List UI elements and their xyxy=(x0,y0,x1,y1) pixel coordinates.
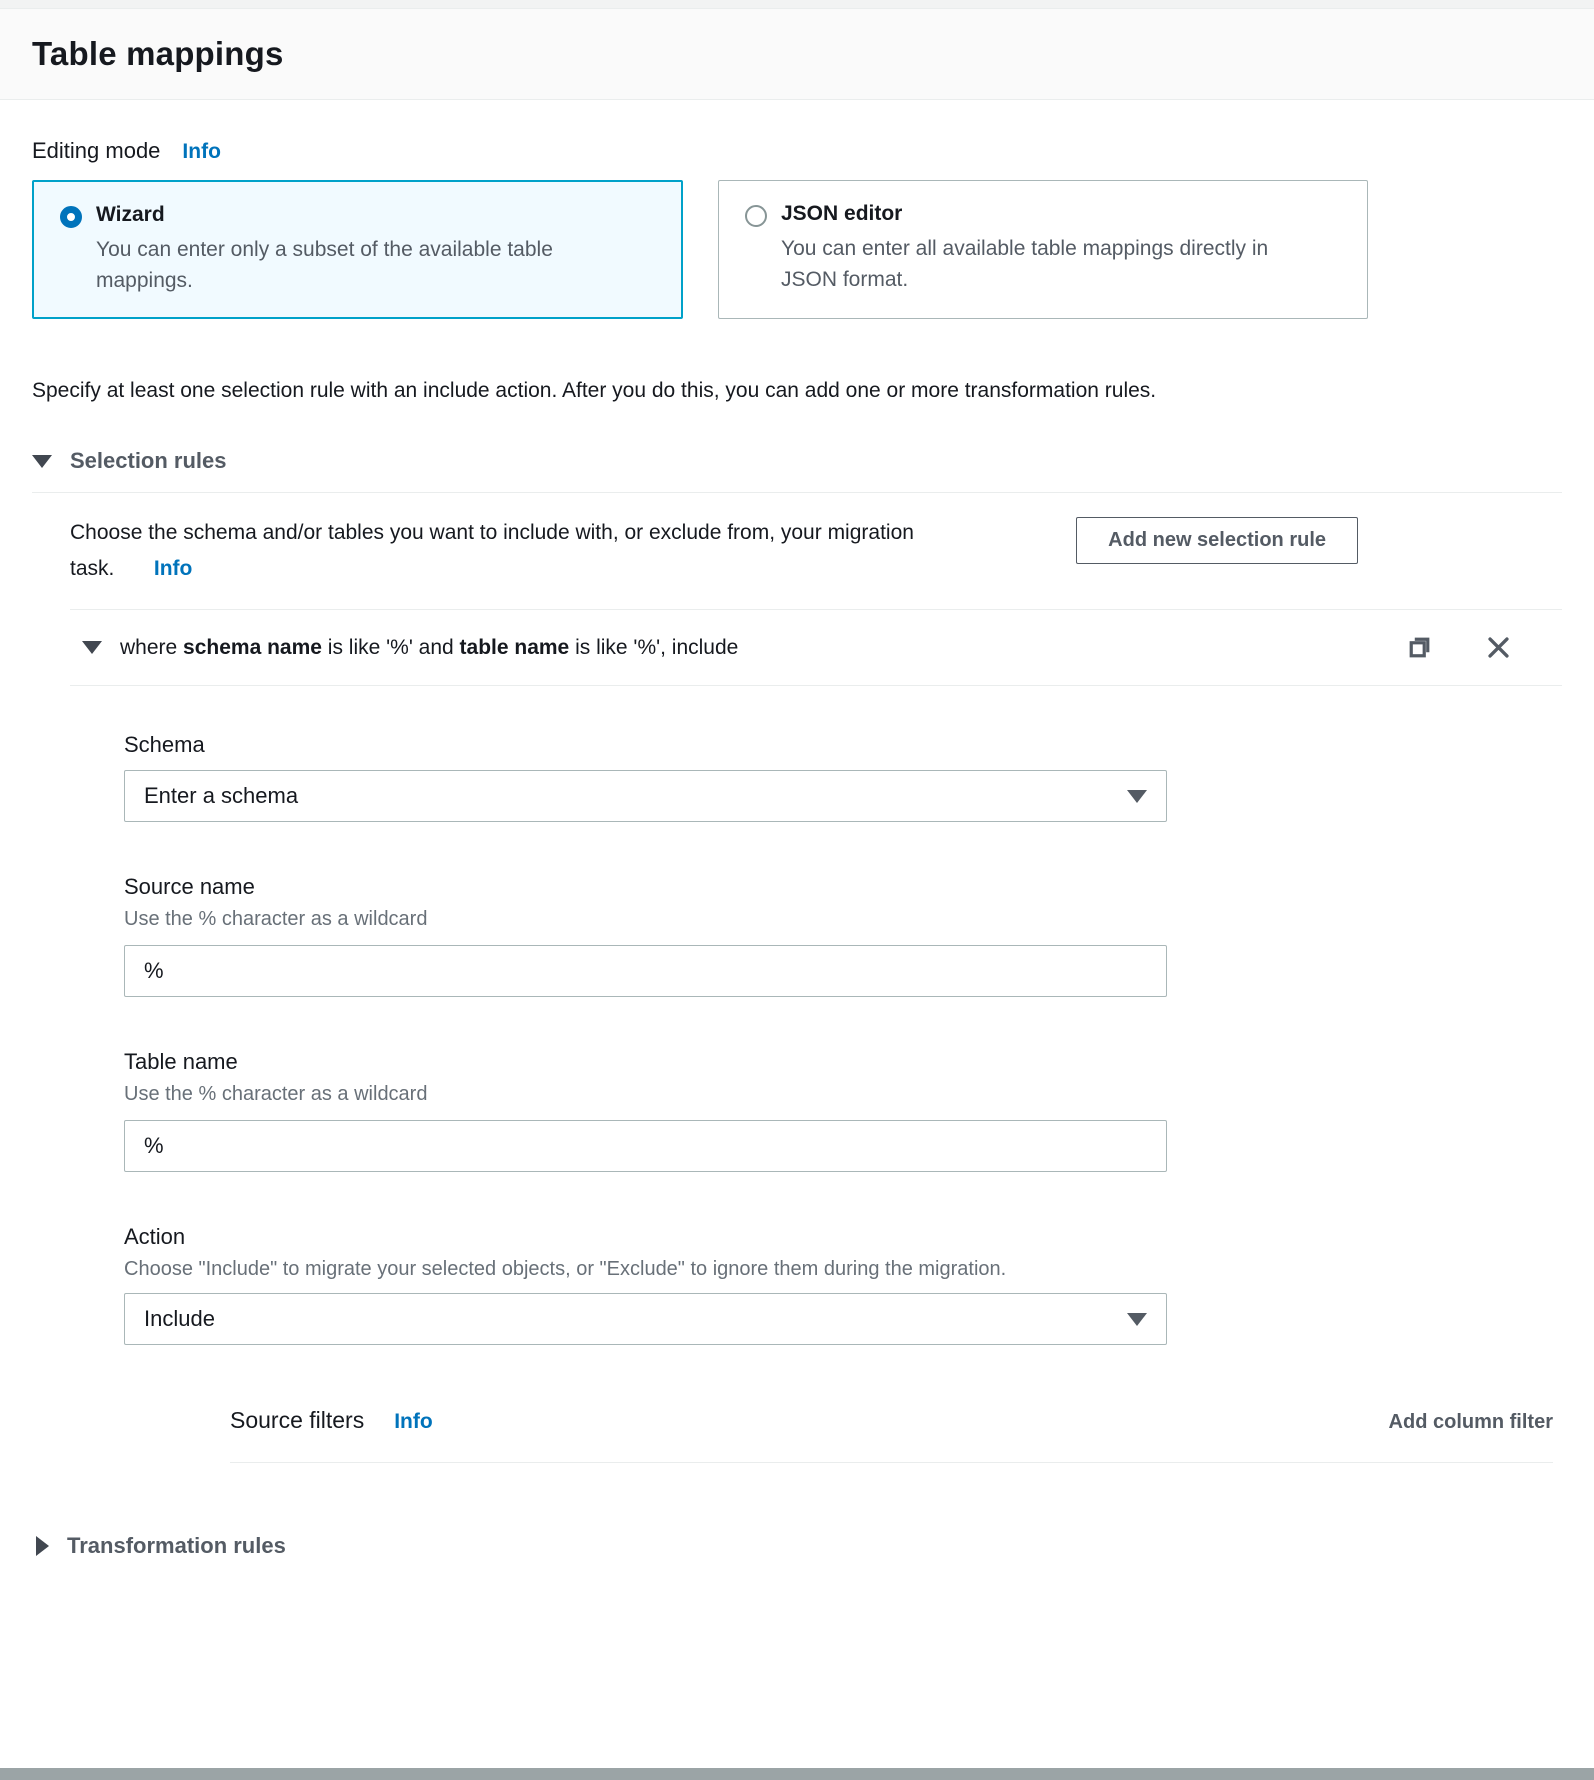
page-title: Table mappings xyxy=(32,35,284,72)
radio-selected-icon[interactable] xyxy=(60,206,82,228)
selection-rules-title: Selection rules xyxy=(70,448,227,473)
tile-json-editor[interactable] xyxy=(718,180,1368,319)
table-name-field xyxy=(124,1049,1167,1172)
selection-rules-info-link[interactable]: Info xyxy=(153,557,193,580)
source-name-input[interactable] xyxy=(124,945,1167,997)
source-name-label: Source name xyxy=(124,874,255,899)
selection-rules-intro: Specify at least one selection rule with an include action. After you do this, you can add one or more transformation rules. xyxy=(32,379,1157,402)
source-filters-row xyxy=(230,1407,1553,1434)
close-icon xyxy=(1485,634,1512,661)
tile-wizard[interactable] xyxy=(32,180,683,319)
table-mappings-content xyxy=(0,138,1594,1559)
action-helper: Choose "Include" to migrate your selected objects, or "Exclude" to ignore them during the migration. xyxy=(124,1258,1007,1280)
rule-summary xyxy=(120,636,738,660)
selection-rules-body xyxy=(70,515,1562,1463)
table-name-label: Table name xyxy=(124,1049,238,1074)
schema-select-value: Enter a schema xyxy=(144,783,299,808)
source-name-field xyxy=(124,874,1167,997)
bottom-section-edge xyxy=(0,1768,1594,1780)
rule-expand-toggle[interactable] xyxy=(82,641,102,654)
caret-down-icon xyxy=(32,455,52,468)
action-field xyxy=(124,1224,1167,1345)
source-filters-info-link[interactable]: Info xyxy=(394,1410,433,1433)
selection-rules-description-row xyxy=(70,515,1562,587)
rule-top-divider xyxy=(70,609,1562,610)
tile-json-editor-description: You can enter all available table mappings directly in JSON format. xyxy=(781,237,1269,291)
rule-summary-table-name: table name xyxy=(459,635,570,659)
source-filters-title: Source filters xyxy=(230,1407,365,1433)
source-filters-divider xyxy=(230,1462,1553,1463)
schema-field xyxy=(124,732,1167,822)
tile-wizard-description: You can enter only a subset of the available table mappings. xyxy=(96,238,553,292)
selection-rules-section-header[interactable] xyxy=(32,448,1562,474)
transformation-rules-section-header[interactable] xyxy=(32,1533,1562,1559)
copy-rule-button[interactable] xyxy=(1406,634,1433,661)
transformation-rules-title: Transformation rules xyxy=(67,1533,286,1558)
chevron-down-icon xyxy=(1127,1313,1147,1326)
remove-rule-button[interactable] xyxy=(1485,634,1512,661)
add-column-filter-button[interactable]: Add column filter xyxy=(1388,1411,1553,1433)
copy-icon xyxy=(1406,634,1433,661)
table-name-helper: Use the % character as a wildcard xyxy=(124,1083,428,1105)
action-select[interactable] xyxy=(124,1293,1167,1345)
editing-mode-tiles xyxy=(32,180,1562,319)
source-name-helper: Use the % character as a wildcard xyxy=(124,908,428,930)
page-top-strip xyxy=(0,0,1594,9)
schema-select[interactable] xyxy=(124,770,1167,822)
tile-wizard-text xyxy=(96,203,596,296)
caret-down-icon xyxy=(82,641,102,654)
schema-label: Schema xyxy=(124,732,205,757)
selection-rule-row xyxy=(70,634,1562,661)
add-new-selection-rule-button[interactable]: Add new selection rule xyxy=(1076,517,1358,564)
chevron-down-icon xyxy=(1127,790,1147,803)
selection-rules-description xyxy=(70,515,980,587)
tile-wizard-label: Wizard xyxy=(96,203,165,226)
editing-mode-row xyxy=(32,138,1562,164)
selection-rules-description-text: Choose the schema and/or tables you want to include with, or exclude from, your migration task. xyxy=(70,521,914,580)
rule-summary-suffix: is like '%', include xyxy=(569,635,739,659)
rule-action-buttons xyxy=(1406,634,1512,661)
caret-right-icon xyxy=(36,1536,49,1556)
rule-summary-mid: is like '%' and xyxy=(321,635,460,659)
section-divider xyxy=(32,492,1562,493)
table-name-input[interactable] xyxy=(124,1120,1167,1172)
action-select-value: Include xyxy=(144,1306,215,1331)
rule-summary-prefix: where xyxy=(120,635,184,659)
radio-unselected-icon[interactable] xyxy=(745,205,767,227)
selection-rule-form xyxy=(70,686,1562,1463)
editing-mode-label: Editing mode xyxy=(32,138,161,163)
tile-json-editor-label: JSON editor xyxy=(781,202,903,225)
tile-json-editor-text xyxy=(781,202,1281,295)
editing-mode-info-link[interactable]: Info xyxy=(182,140,221,163)
source-filters-section xyxy=(230,1407,1553,1463)
table-mappings-header xyxy=(0,9,1594,100)
rule-summary-schema-name: schema name xyxy=(183,635,322,659)
action-label: Action xyxy=(124,1224,186,1249)
